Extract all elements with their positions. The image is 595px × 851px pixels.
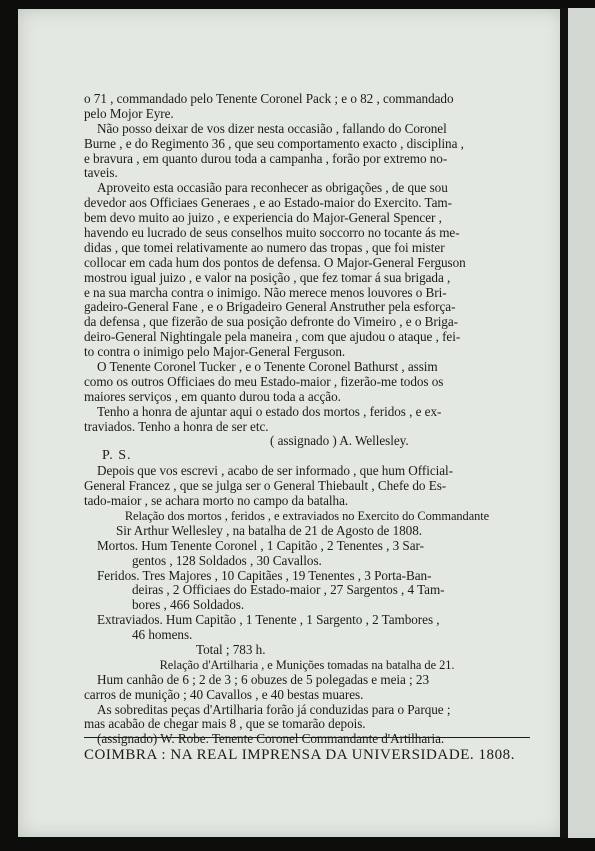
text-line: maiores serviços , em quanto durou toda a acção. — [84, 388, 341, 404]
text-line: As sobreditas peças d'Artilharia forão já conduzidas para o Parque ; — [97, 701, 451, 717]
signature-line: ( assignado ) A. Wellesley. — [270, 433, 409, 449]
casualty-line: Mortos. Hum Tenente Coronel , 1 Capitão , 2 Tenentes , 3 Sar- — [97, 537, 424, 553]
text-line: e na sua marcha contra o inimigo. Não merece menos louvores o Bri- — [84, 284, 447, 300]
casualty-line: deiras , 2 Officiaes do Estado-maior , 27 Sargentos , 4 Tam- — [132, 582, 445, 598]
text-line: o 71 , commandado pelo Tenente Coronel Pack ; e o 82 , commandado — [84, 91, 454, 106]
text-line: taveis. — [84, 165, 118, 181]
signature-line: (assignado) W. Robe. Tenente Coronel Commandante d'Artilharia. — [97, 731, 445, 747]
text-line: didas , que tomei relativamente ao numero das tropas , que foi mister — [84, 239, 445, 255]
text-line: Aproveito esta occasião para reconhecer as obrigações , de que sou — [97, 180, 448, 196]
text-line: collocar em cada hum dos pontos de defensa. O Major-General Ferguson — [84, 254, 466, 270]
text-line: gadeiro-General Fane , e o Brigadeiro General Anstruther pela esforça- — [84, 299, 456, 315]
text-line: to contra o inimigo pelo Major-General Ferguson. — [84, 344, 346, 360]
imprint-rule — [84, 737, 530, 738]
text-line: da defensa , que fizerão de sua posição defronte do Vimeiro , e o Briga- — [84, 314, 458, 330]
text-line: carros de munição ; 40 Cavallos , e 40 bestas muares. — [84, 686, 364, 702]
text-line: Depois que vos escrevi , acabo de ser informado , que hum Official- — [97, 463, 454, 479]
text-line: Hum canhão de 6 ; 2 de 3 ; 6 obuzes de 5 polegadas e meia ; 23 — [97, 671, 429, 687]
casualty-line: Extraviados. Hum Capitão , 1 Tenente , 1 Sargento , 2 Tambores , — [97, 612, 440, 628]
text-line: pelo Mojor Eyre. — [84, 105, 174, 121]
text-line: Burne , e do Regimento 36 , que seu comportamento exacto , disciplina , — [84, 135, 464, 151]
imprint: COIMBRA : NA REAL IMPRENSA DA UNIVERSIDADE. 1808. — [84, 747, 516, 763]
text-line: Sir Arthur Wellesley , na batalha de 21 de Agosto de 1808. — [116, 522, 423, 538]
text-line: bem devo muito ao juizo , e experiencia do Major-General Spencer , — [84, 210, 442, 226]
text-line: deiro-General Nightingale pela maneira , com que ajudou o ataque , fei- — [84, 329, 461, 345]
casualty-heading: Relação dos mortos , feridos , e extraviados no Exercito do Commandante — [124, 508, 490, 523]
text-line: como os outros Officiaes do meu Estado-maior , fizerão-me todos os — [84, 373, 444, 389]
text-line: General Francez , que se julga ser o General Thiebault , Chefe do Es- — [84, 478, 447, 494]
casualty-line: bores , 466 Soldados. — [132, 597, 245, 613]
casualty-line: gentos , 128 Soldados , 30 Cavallos. — [132, 552, 322, 568]
postscript-heading: P. S. — [102, 448, 132, 464]
casualty-line: 46 homens. — [132, 627, 193, 643]
text-line: mostrou igual juizo , e valor na posição , que fez tomar á sua brigada , — [84, 269, 451, 285]
text-line: devedor aos Officiaes Generaes , e ao Estado-maior do Exercito. Tam- — [84, 195, 452, 211]
artillery-heading: Relação d'Artilharia , e Munições tomadas na batalha de 21. — [159, 657, 455, 672]
text-line: Não posso deixar de vos dizer nesta occasião , fallando do Coronel — [97, 120, 447, 136]
text-line: O Tenente Coronel Tucker , e o Tenente Coronel Bathurst , assim — [97, 359, 438, 375]
text-line: tado-maior , se achara morto no campo da batalha. — [84, 493, 349, 509]
page-body — [84, 92, 530, 747]
next-page-edge — [568, 8, 595, 838]
text-line: mas acabão de chegar mais 8 , que se tomarão depois. — [84, 716, 366, 732]
text-line: e bravura , em quanto durou toda a campanha , forão por extremo no- — [84, 150, 448, 166]
text-line: havendo eu lucrado de seus conselhos muito soccorro no tocante ás me- — [84, 225, 460, 241]
text-line: traviados. Tenho a honra de ser etc. — [84, 418, 269, 434]
text-line: Tenho a honra de ajuntar aqui o estado dos mortos , feridos , e ex- — [97, 403, 442, 419]
casualty-total: Total ; 783 h. — [196, 641, 266, 657]
casualty-line: Feridos. Tres Majores , 10 Capitães , 19 Tenentes , 3 Porta-Ban- — [97, 567, 432, 583]
